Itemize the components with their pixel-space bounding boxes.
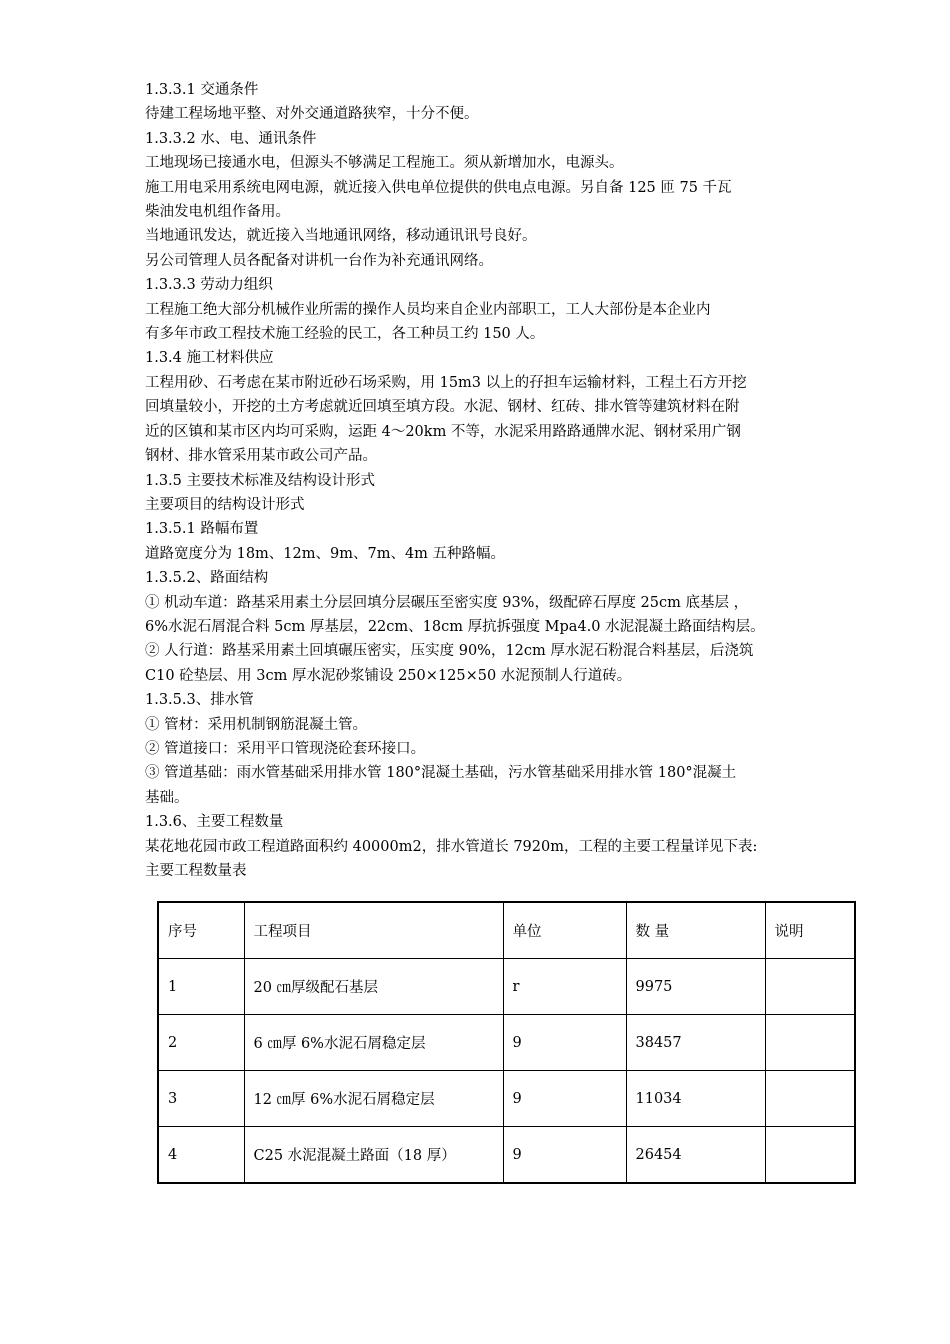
paragraph-line: 工程用砂、石考虑在某市附近砂石场采购，用 15m3 以上的孖担车运输材料，工程土石方开挖: [145, 374, 747, 391]
header-notes: 说明: [765, 902, 855, 959]
heading-utilities: 1.3.3.2 水、电、通讯条件: [145, 130, 317, 147]
cell-item: 12 ㎝厚 6%水泥石屑稳定层: [244, 1071, 503, 1127]
paragraph-line: 另公司管理人员各配备对讲机一台作为补充通讯网络。: [145, 252, 493, 269]
heading-technical-standards: 1.3.5 主要技术标准及结构设计形式: [145, 472, 376, 489]
paragraph-line: 回填量较小，开挖的土方考虑就近回填至填方段。水泥、钢材、红砖、排水管等建筑材料在附: [145, 399, 740, 416]
table-header-row: [158, 902, 855, 959]
paragraph-line: ② 管道接口：采用平口管现浇砼套环接口。: [145, 740, 426, 757]
cell-item: C25 水泥混凝土路面（18 厚）: [244, 1127, 503, 1184]
heading-traffic-conditions: 1.3.3.1 交通条件: [145, 82, 259, 98]
cell-quantity: 26454: [626, 1127, 765, 1184]
table-row: [158, 1071, 855, 1127]
paragraph-line: ③ 管道基础：雨水管基础采用排水管 180°混凝土基础，污水管基础采用排水管 180°混凝土: [145, 765, 737, 782]
cell-index: 4: [158, 1127, 244, 1184]
header-item: 工程项目: [244, 902, 503, 959]
paragraph-line: C10 砼垫层、用 3cm 厚水泥砂浆铺设 250×125×50 水泥预制人行道砖。: [145, 667, 632, 684]
cell-unit: r: [503, 959, 626, 1015]
paragraph-line: 6%水泥石屑混合料 5cm 厚基层，22cm、18cm 厚抗拆强度 Mpa4.0 水泥混凝土路面结构层。: [145, 618, 765, 635]
paragraph-line: ② 人行道：路基采用素土回填碾压密实，压实度 90%，12cm 厚水泥石粉混合料基层，后浇筑: [145, 643, 754, 660]
paragraph-line: 施工用电采用系统电网电源，就近接入供电单位提供的供电点电源。另自备 125 匝 75 千瓦: [145, 179, 732, 196]
paragraph-line: 有多年市政工程技术施工经验的民工，各工种员工约 150 人。: [145, 326, 545, 343]
cell-index: 2: [158, 1015, 244, 1071]
cell-index: 1: [158, 959, 244, 1015]
heading-quantities: 1.3.6、主要工程数量: [145, 814, 284, 831]
heading-drainage: 1.3.5.3、排水管: [145, 692, 254, 709]
cell-unit: 9: [503, 1071, 626, 1127]
paragraph-line: 某花地花园市政工程道路面积约 40000m2，排水管道长 7920m，工程的主要工程量详见下表:: [145, 838, 758, 855]
heading-pavement: 1.3.5.2、路面结构: [145, 570, 269, 587]
quantities-table: [157, 901, 856, 1184]
paragraph-line: 基础。: [145, 789, 189, 806]
heading-labor: 1.3.3.3 劳动力组织: [145, 277, 273, 294]
cell-notes: [765, 1015, 855, 1071]
heading-road-width: 1.3.5.1 路幅布置: [145, 521, 259, 538]
cell-item: 6 ㎝厚 6%水泥石屑稳定层: [244, 1015, 503, 1071]
cell-notes: [765, 959, 855, 1015]
paragraph-line: 当地通讯发达，就近接入当地通讯网络，移动通讯讯号良好。: [145, 228, 537, 245]
cell-notes: [765, 1071, 855, 1127]
header-quantity: 数 量: [626, 902, 765, 959]
paragraph-line: ① 机动车道：路基采用素土分层回填分层碾压至密实度 93%，级配碎石厚度 25cm 底基层 ，: [145, 594, 749, 611]
table-row: [158, 959, 855, 1015]
paragraph-line: ① 管材：采用机制钢筋混凝土管。: [145, 716, 368, 733]
cell-unit: 9: [503, 1127, 626, 1184]
cell-notes: [765, 1127, 855, 1184]
cell-item: 20 ㎝厚级配石基层: [244, 959, 503, 1015]
cell-quantity: 9975: [626, 959, 765, 1015]
heading-materials: 1.3.4 施工材料供应: [145, 350, 274, 367]
paragraph-line: 工程施工绝大部分机械作业所需的操作人员均来自企业内部职工，工人大部份是本企业内: [145, 301, 711, 318]
paragraph-line: 柴油发电机组作备用。: [145, 204, 290, 221]
document-body: [145, 78, 810, 883]
header-unit: 单位: [503, 902, 626, 959]
cell-unit: 9: [503, 1015, 626, 1071]
paragraph-line: 待建工程场地平整、对外交通道路狭窄，十分不便。: [145, 106, 479, 123]
paragraph-line: 道路宽度分为 18m、12m、9m、7m、4m 五种路幅。: [145, 545, 506, 562]
paragraph-line: 钢材、排水管采用某市政公司产品。: [145, 448, 377, 465]
cell-quantity: 11034: [626, 1071, 765, 1127]
table-caption: 主要工程数量表: [145, 863, 247, 879]
cell-quantity: 38457: [626, 1015, 765, 1071]
paragraph-line: 工地现场已接通水电，但源头不够满足工程施工。须从新增加水，电源头。: [145, 155, 624, 172]
table-row: [158, 1127, 855, 1184]
table-row: [158, 1015, 855, 1071]
quantities-table-wrapper: [157, 901, 854, 1184]
cell-index: 3: [158, 1071, 244, 1127]
paragraph-line: 近的区镇和某市区内均可采购，运距 4～20km 不等，水泥采用路路通牌水泥、钢材采用广钢: [145, 423, 741, 440]
paragraph-line: 主要项目的结构设计形式: [145, 496, 305, 513]
header-index: 序号: [158, 902, 244, 959]
